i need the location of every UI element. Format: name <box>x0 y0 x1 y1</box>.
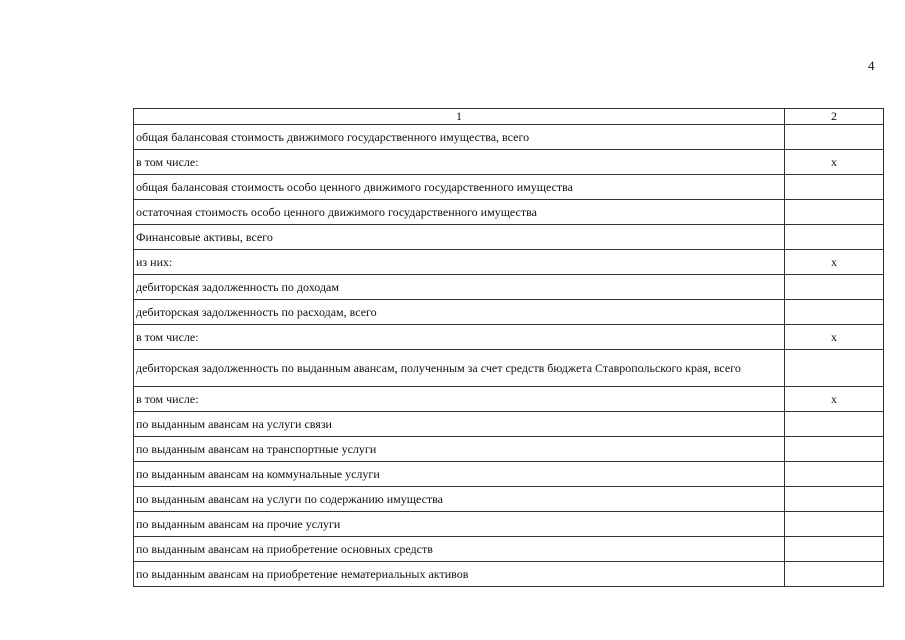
table-row <box>134 537 884 562</box>
row-value: x <box>785 325 884 350</box>
column-header-1: 1 <box>134 109 785 125</box>
row-value <box>785 437 884 462</box>
table-row <box>134 200 884 225</box>
table-row <box>134 462 884 487</box>
row-value <box>785 175 884 200</box>
row-label: дебиторская задолженность по доходам <box>134 275 785 300</box>
row-value: x <box>785 250 884 275</box>
row-value <box>785 487 884 512</box>
row-value <box>785 462 884 487</box>
row-value <box>785 200 884 225</box>
table-row <box>134 175 884 200</box>
table-row <box>134 412 884 437</box>
row-value <box>785 512 884 537</box>
table-row <box>134 387 884 412</box>
table-row <box>134 300 884 325</box>
row-label: Финансовые активы, всего <box>134 225 785 250</box>
row-value <box>785 275 884 300</box>
table-row <box>134 125 884 150</box>
row-value <box>785 300 884 325</box>
page-number: 4 <box>868 58 875 73</box>
row-label: остаточная стоимость особо ценного движимого государственного имущества <box>134 200 785 225</box>
row-value <box>785 225 884 250</box>
row-label: по выданным авансам на приобретение основных средств <box>134 537 785 562</box>
row-label: по выданным авансам на транспортные услуги <box>134 437 785 462</box>
row-value: x <box>785 150 884 175</box>
table-row <box>134 325 884 350</box>
row-value <box>785 562 884 587</box>
row-label: по выданным авансам на коммунальные услуги <box>134 462 785 487</box>
table-row <box>134 250 884 275</box>
table-row <box>134 225 884 250</box>
column-header-2: 2 <box>785 109 884 125</box>
report-table <box>133 108 884 587</box>
table-row <box>134 275 884 300</box>
row-label: в том числе: <box>134 387 785 412</box>
row-label: по выданным авансам на услуги по содержанию имущества <box>134 487 785 512</box>
row-value: x <box>785 387 884 412</box>
table-row <box>134 350 884 387</box>
row-label: дебиторская задолженность по расходам, всего <box>134 300 785 325</box>
row-label: в том числе: <box>134 325 785 350</box>
header-row <box>134 109 884 125</box>
row-label: в том числе: <box>134 150 785 175</box>
table-row <box>134 150 884 175</box>
row-label: по выданным авансам на приобретение нематериальных активов <box>134 562 785 587</box>
row-value <box>785 537 884 562</box>
table-row <box>134 512 884 537</box>
row-label: из них: <box>134 250 785 275</box>
row-label: общая балансовая стоимость особо ценного движимого государственного имущества <box>134 175 785 200</box>
table-row <box>134 562 884 587</box>
row-label: по выданным авансам на услуги связи <box>134 412 785 437</box>
table-row <box>134 487 884 512</box>
row-value <box>785 350 884 387</box>
row-label: общая балансовая стоимость движимого государственного имущества, всего <box>134 125 785 150</box>
row-label: по выданным авансам на прочие услуги <box>134 512 785 537</box>
table-row <box>134 437 884 462</box>
row-value <box>785 412 884 437</box>
row-value <box>785 125 884 150</box>
row-label: дебиторская задолженность по выданным авансам, полученным за счет средств бюджета Ставропольского края, всего <box>134 350 785 387</box>
